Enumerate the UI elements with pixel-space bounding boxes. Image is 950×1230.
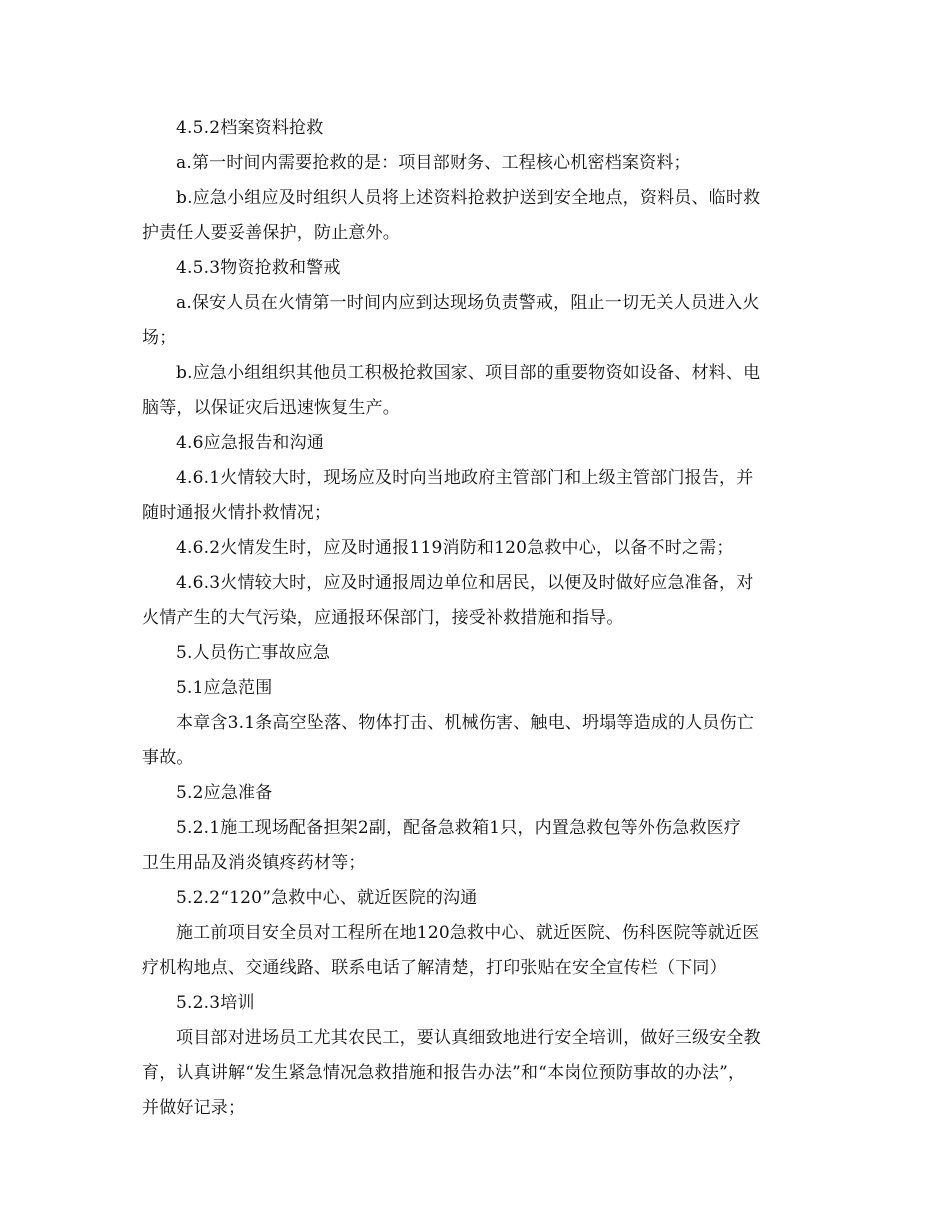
heading-5: 5.人员伤亡事故应急: [176, 643, 331, 663]
heading-4-6: 4.6应急报告和沟通: [176, 433, 325, 453]
paragraph-line: 4.6.1火情较大时，现场应及时向当地政府主管部门和上级主管部门报告，并: [176, 468, 754, 488]
paragraph-line: 脑等，以保证灾后迅速恢复生产。: [142, 398, 400, 418]
paragraph-line: 疗机构地点、交通线路、联系电话了解清楚，打印张贴在安全宣传栏（下同）: [142, 958, 727, 978]
paragraph-line: 本章含3.1条高空坠落、物体打击、机械伤害、触电、坍塌等造成的人员伤亡: [176, 713, 755, 733]
paragraph-line: 育，认真讲解“发生紧急情况急救措施和报告办法”和“本岗位预防事故的办法”，: [142, 1063, 746, 1083]
paragraph-line: a.第一时间内需要抢救的是：项目部财务、工程核心机密档案资料；: [176, 153, 691, 173]
heading-5-2: 5.2应急准备: [176, 783, 273, 803]
paragraph-line: 5.2.1施工现场配备担架2副，配备急救箱1只，内置急救包等外伤急救医疗: [176, 818, 742, 838]
heading-4-5-2: 4.5.2档案资料抢救: [176, 118, 324, 138]
paragraph-line: 4.6.3火情较大时，应及时通报周边单位和居民，以便及时做好应急准备，对: [176, 573, 754, 593]
paragraph-line: a.保安人员在火情第一时间内应到达现场负责警戒，阻止一切无关人员进入火: [176, 293, 760, 313]
paragraph-line: 场；: [142, 328, 177, 348]
paragraph-line: 施工前项目安全员对工程所在地120急救中心、就近医院、伤科医院等就近医: [176, 923, 760, 943]
paragraph-line: 事故。: [142, 748, 194, 768]
heading-5-1: 5.1应急范围: [176, 678, 273, 698]
paragraph-line: 火情产生的大气污染，应通报环保部门，接受补救措施和指导。: [142, 608, 624, 628]
heading-4-5-3: 4.5.3物资抢救和警戒: [176, 258, 341, 278]
paragraph-line: 项目部对进场员工尤其农民工，要认真细致地进行安全培训，做好三级安全教: [176, 1028, 761, 1048]
paragraph-line: b.应急小组组织其他员工积极抢救国家、项目部的重要物资如设备、材料、电: [176, 363, 761, 383]
heading-5-2-3: 5.2.3培训: [176, 993, 255, 1013]
paragraph-line: 卫生用品及消炎镇疼药材等；: [142, 853, 366, 873]
paragraph-line: 并做好记录；: [142, 1098, 246, 1118]
heading-5-2-2: 5.2.2“120”急救中心、就近医院的沟通: [176, 888, 478, 908]
paragraph-line: 随时通报火情扑救情况；: [142, 503, 332, 523]
paragraph-line: 护责任人要妥善保护，防止意外。: [142, 223, 400, 243]
paragraph-line: b.应急小组应及时组织人员将上述资料抢救护送到安全地点，资料员、临时救: [176, 188, 761, 208]
paragraph-line: 4.6.2火情发生时，应及时通报119消防和120急救中心，以备不时之需；: [176, 538, 734, 558]
